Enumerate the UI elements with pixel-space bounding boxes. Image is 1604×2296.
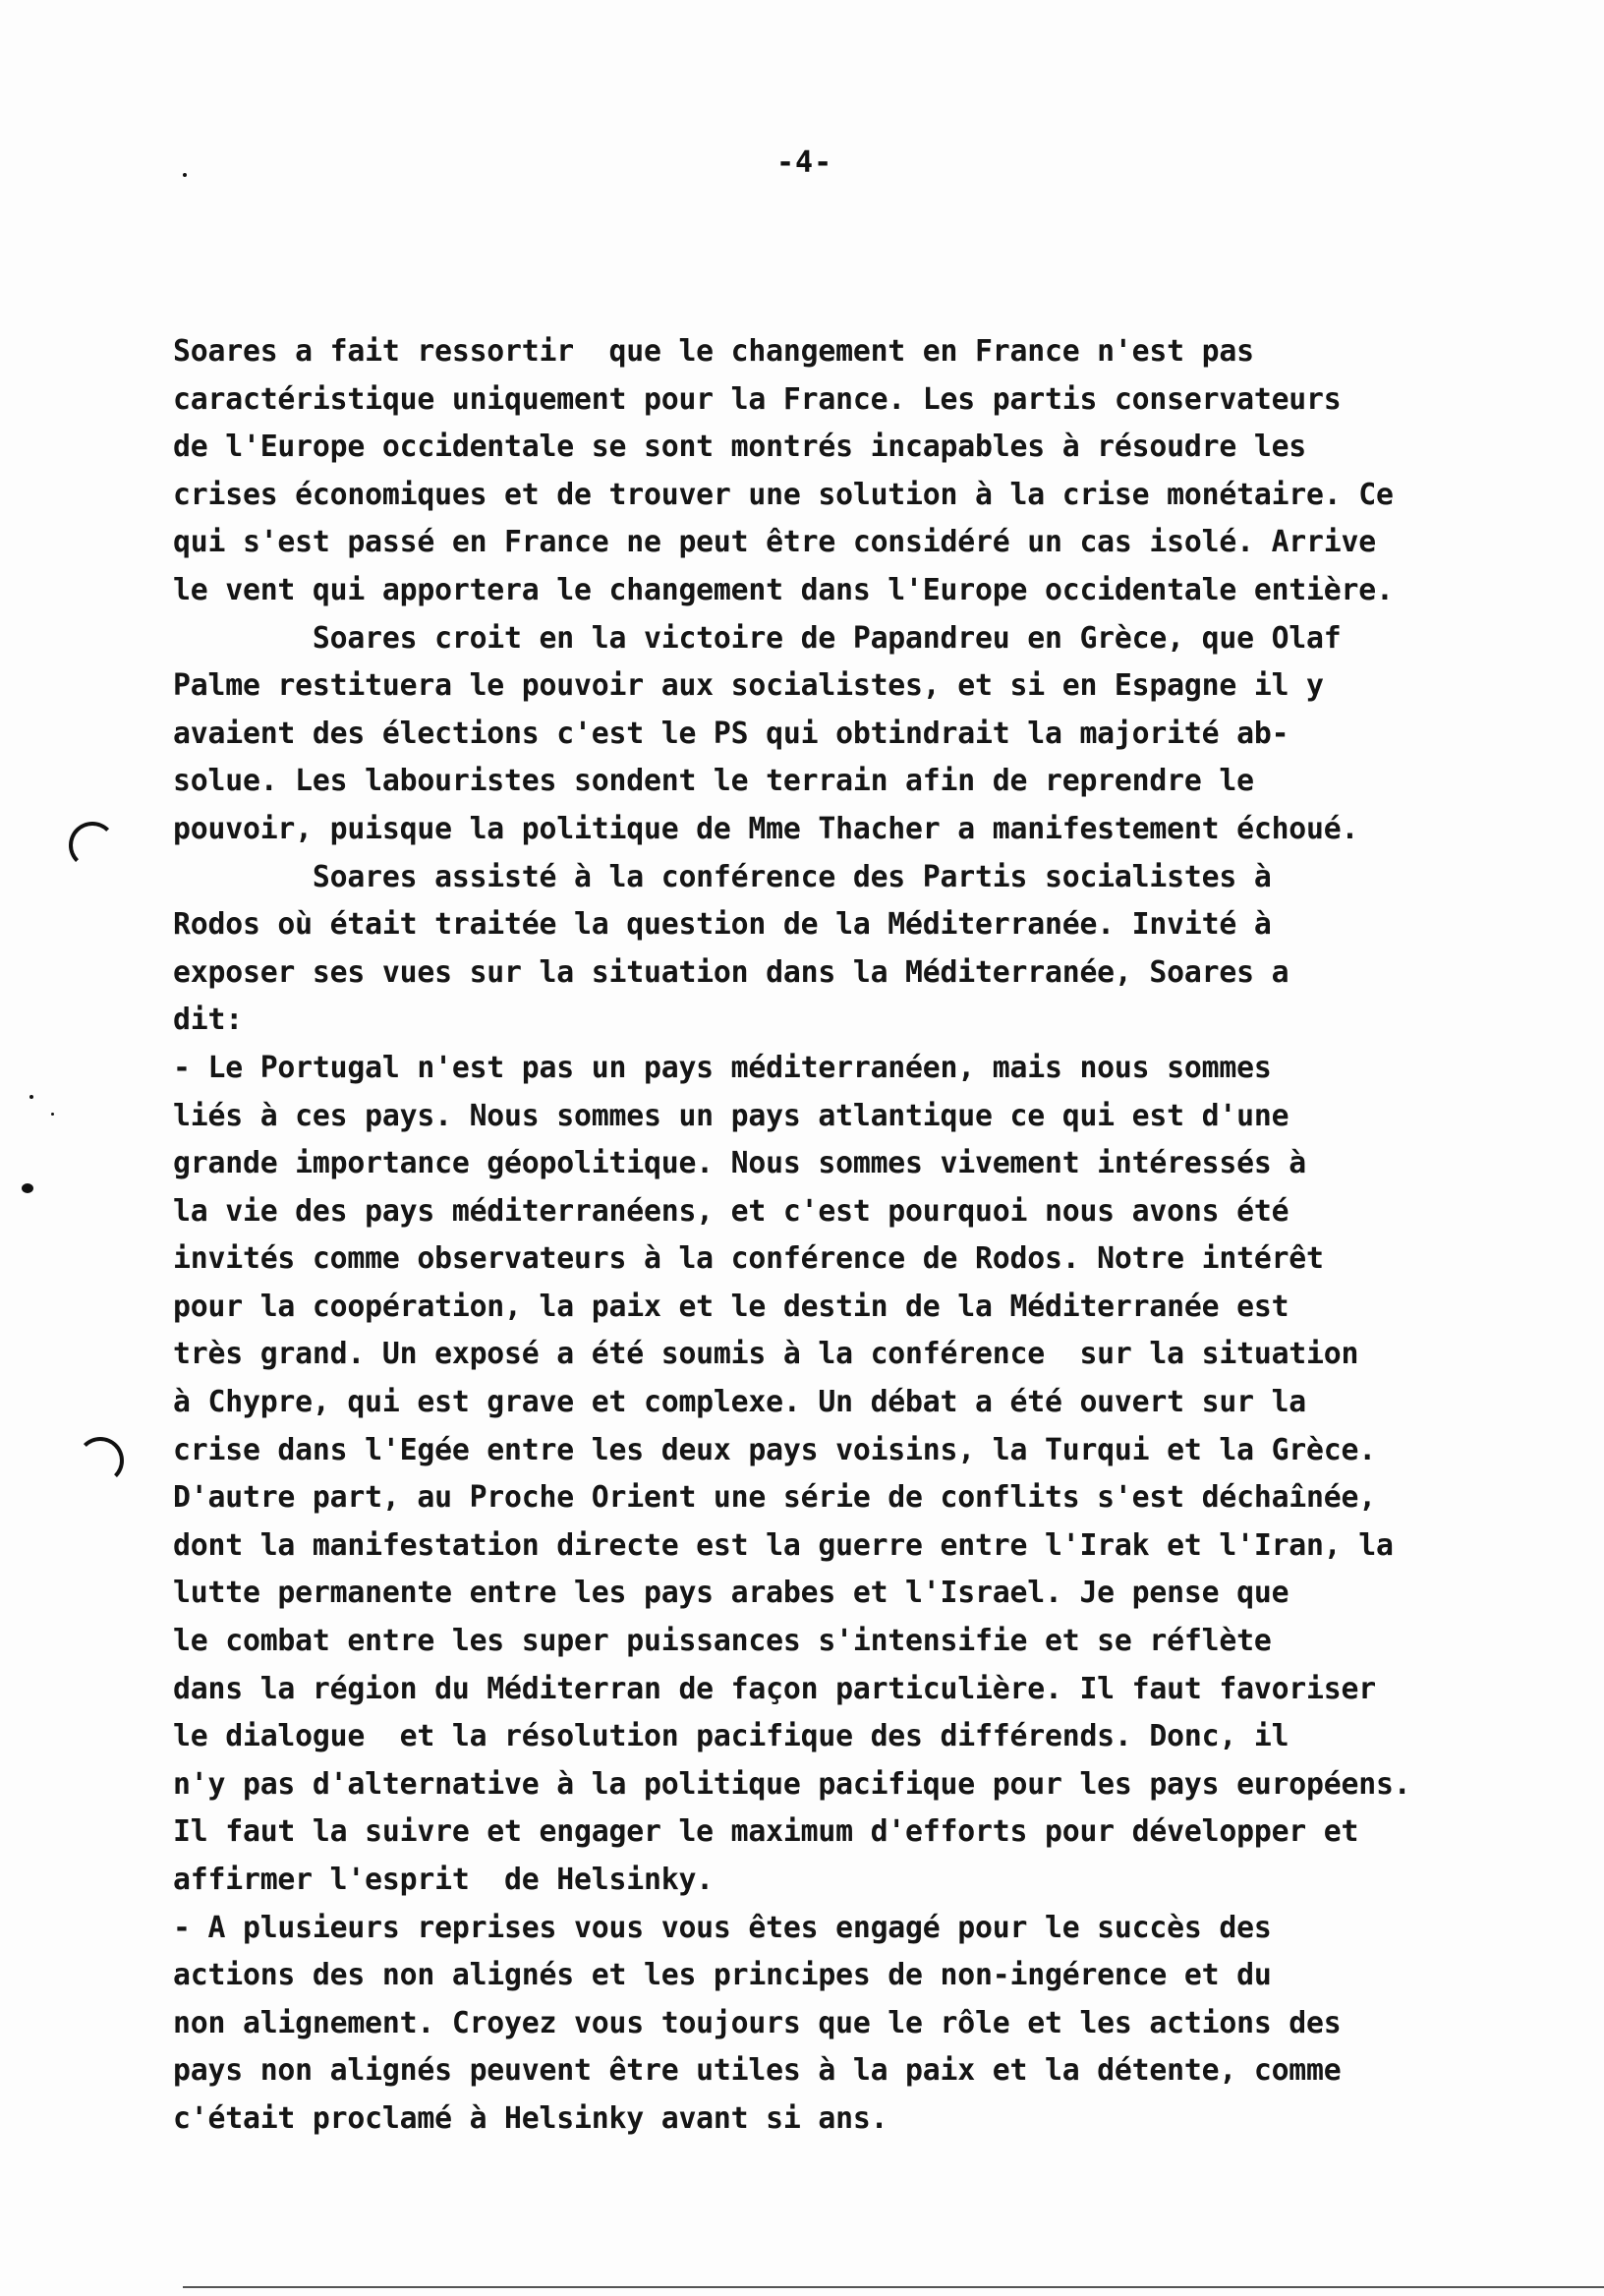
text-line: le combat entre les super puissances s'intensifie et se réflète (173, 1624, 1272, 1659)
text-line: pour la coopération, la paix et le destin de la Méditerranée est (173, 1289, 1289, 1324)
text-line: Soares a fait ressortir que le changement en France n'est pas (173, 334, 1254, 369)
text-line: Rodos où était traitée la question de la Méditerranée. Invité à (173, 907, 1272, 943)
text-line: - A plusieurs reprises vous vous êtes engagé pour le succès des (173, 1910, 1272, 1945)
text-line: Il faut la suivre et engager le maximum d'efforts pour développer et (173, 1814, 1359, 1850)
text-line: Soares croit en la victoire de Papandreu en Grèce, que Olaf (173, 620, 1342, 656)
text-line: n'y pas d'alternative à la politique pacifique pour les pays européens. (173, 1766, 1411, 1802)
text-line: pays non alignés peuvent être utiles à la paix et la détente, comme (173, 2053, 1342, 2089)
text-line: le dialogue et la résolution pacifique des différends. Donc, il (173, 1719, 1289, 1754)
page-number: -4- (776, 145, 833, 180)
text-line: pouvoir, puisque la politique de Mme Thacher a manifestement échoué. (173, 811, 1359, 846)
text-line: dont la manifestation directe est la guerre entre l'Irak et l'Iran, la (173, 1527, 1394, 1563)
text-line: liés à ces pays. Nous sommes un pays atlantique ce qui est d'une (173, 1098, 1289, 1133)
text-line: avaient des élections c'est le PS qui obtindrait la majorité ab- (173, 716, 1289, 751)
body-text (173, 328, 1588, 2144)
text-line: très grand. Un exposé a été soumis à la conférence sur la situation (173, 1337, 1359, 1372)
text-line: affirmer l'esprit de Helsinky. (173, 1863, 714, 1897)
margin-mark (51, 1113, 54, 1116)
text-line: solue. Les labouristes sondent le terrain afin de reprendre le (173, 764, 1254, 799)
text-line: de l'Europe occidentale se sont montrés incapables à résoudre les (173, 430, 1307, 465)
binding-hole-bottom (77, 1437, 124, 1484)
margin-mark (183, 173, 187, 177)
binding-hole-top (69, 822, 116, 869)
text-line: qui s'est passé en France ne peut être considéré un cas isolé. Arrive (173, 525, 1377, 560)
text-line: dans la région du Méditerran de façon particulière. Il faut favoriser (173, 1671, 1377, 1706)
bottom-edge-line (183, 2286, 1604, 2288)
text-line: Palme restituera le pouvoir aux socialistes, et si en Espagne il y (173, 668, 1324, 704)
text-line: exposer ses vues sur la situation dans la Méditerranée, Soares a (173, 954, 1289, 990)
text-line: le vent qui apportera le changement dans l'Europe occidentale entière. (173, 572, 1394, 607)
text-line: à Chypre, qui est grave et complexe. Un débat a été ouvert sur la (173, 1385, 1307, 1420)
text-line: lutte permanente entre les pays arabes et l'Israel. Je pense que (173, 1576, 1289, 1611)
text-line: crise dans l'Egée entre les deux pays voisins, la Turqui et la Grèce. (173, 1432, 1377, 1467)
text-line: non alignement. Croyez vous toujours que le rôle et les actions des (173, 2005, 1342, 2040)
margin-mark (29, 1095, 33, 1099)
text-line: grande importance géopolitique. Nous sommes vivement intéressés à (173, 1146, 1307, 1181)
text-line: D'autre part, au Proche Orient une série de conflits s'est déchaînée, (173, 1480, 1377, 1516)
text-line: Soares assisté à la conférence des Partis socialistes à (173, 859, 1272, 894)
text-line: c'était proclamé à Helsinky avant si ans. (173, 2100, 888, 2136)
text-line: dit: (173, 1003, 243, 1038)
margin-mark (22, 1183, 33, 1193)
text-line: la vie des pays méditerranéens, et c'est pourquoi nous avons été (173, 1193, 1289, 1229)
text-line: - Le Portugal n'est pas un pays méditerranéen, mais nous sommes (173, 1050, 1272, 1085)
text-line: crises économiques et de trouver une solution à la crise monétaire. Ce (173, 477, 1394, 512)
text-line: actions des non alignés et les principes de non-ingérence et du (173, 1958, 1272, 1993)
text-line: invités comme observateurs à la conférence de Rodos. Notre intérêt (173, 1241, 1324, 1277)
text-line: caractéristique uniquement pour la France. Les partis conservateurs (173, 381, 1342, 417)
